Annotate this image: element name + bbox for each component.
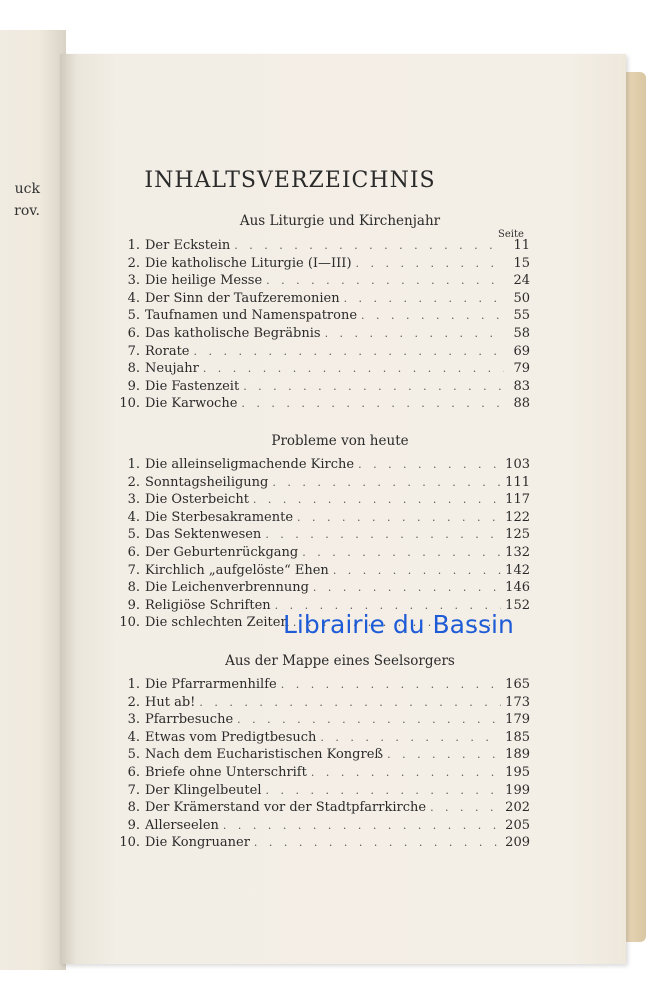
entry-number: 1. [127,677,140,692]
entry-title: Nach dem Eucharistischen Kongreß [145,747,384,763]
entry-title: Der Geburtenrückgang [145,544,299,560]
entry-page-number: 142 [505,562,530,578]
entry-number: 7. [127,562,140,578]
entry-page-number: 173 [505,694,530,710]
entry-page-number: 195 [505,764,530,780]
entry-page-number: 69 [513,343,530,359]
entry-number: 10. [119,396,140,412]
entry-number: 10. [119,835,140,851]
leader-dots [266,784,502,797]
entry-number: 3. [127,492,140,508]
leader-dots [254,836,501,849]
seite-label: Seite [498,229,524,240]
leader-dots [325,327,504,340]
entry-number: 6. [127,764,140,780]
entry-title: Neujahr [145,361,199,377]
leader-dots [361,309,504,322]
toc-entry [118,783,530,801]
entry-title: Allerseelen [145,817,219,833]
section-heading: Probleme von heute [271,433,409,449]
entry-number: 8. [127,580,140,596]
entry-page-number: 50 [513,290,530,306]
entry-number: 4. [127,509,140,525]
entry-title: Der Klingelbeutel [145,782,262,798]
leader-dots [266,274,504,287]
entry-title: Das katholische Begräbnis [145,325,321,341]
entry-number: 6. [127,544,140,560]
entry-number: 4. [127,729,140,745]
entry-page-number: 132 [505,544,530,560]
entry-title: Der Sinn der Taufzeremonien [145,290,340,306]
leader-dots [223,819,501,832]
toc-entry [118,475,530,493]
entry-page-number: 122 [505,509,530,525]
entry-number: 2. [127,255,140,271]
leader-dots [234,239,504,252]
entry-number: 4. [127,290,140,306]
entry-number: 7. [127,343,140,359]
toc-entry [118,396,530,414]
entry-title: Die Leichenverbrennung [145,580,309,596]
toc-entry [118,457,530,475]
toc-entry [118,344,530,362]
entry-page-number: 189 [505,747,530,763]
leader-dots [320,731,501,744]
entry-title: Die heilige Messe [145,273,263,289]
leader-dots [358,458,501,471]
entry-page-number: 58 [513,325,530,341]
leader-dots [281,678,501,691]
section-heading: Aus Liturgie und Kirchenjahr [239,213,441,229]
entry-title: Rorate [145,343,190,359]
entry-number: 2. [127,694,140,710]
toc-entry [118,800,530,818]
entry-page-number: 165 [505,677,530,692]
entry-number: 9. [127,378,140,394]
leader-dots [199,696,501,709]
entry-title: Etwas vom Predigtbesuch [145,729,317,745]
leader-dots [302,546,501,559]
section-heading: Aus der Mappe eines Seelsorgers [225,653,455,669]
entry-number: 3. [127,712,140,728]
toc-section [118,457,530,633]
entry-number: 1. [127,238,140,253]
entry-title: Die Karwoche [145,396,238,412]
leader-dots [272,476,501,489]
entry-number: 8. [127,800,140,816]
entry-page-number: 11 [513,238,530,253]
leader-dots [203,362,504,375]
toc-entry [118,238,530,256]
entry-title: Briefe ohne Unterschrift [145,764,307,780]
entry-page-number: 125 [505,527,530,543]
toc-entry [118,326,530,344]
leader-dots [387,748,501,761]
entry-page-number: 88 [513,396,530,412]
leader-dots [430,801,501,814]
toc-entry [118,492,530,510]
leader-dots [243,380,504,393]
toc-entry [118,747,530,765]
entry-title: Religiöse Schriften [145,597,271,613]
entry-title: Die Fastenzeit [145,378,240,394]
leader-dots [241,397,504,410]
watermark: Librairie du Bassin [283,610,514,639]
entry-number: 7. [127,782,140,798]
toc-entry [118,379,530,397]
leader-dots [344,292,504,305]
toc-entry [118,765,530,783]
page-title: INHALTSVERZEICHNIS [144,168,436,193]
toc-entry [118,256,530,274]
toc-entry [118,291,530,309]
entry-page-number: 185 [505,729,530,745]
toc-entry [118,695,530,713]
entry-number: 2. [127,474,140,490]
entry-title: Das Sektenwesen [145,527,262,543]
entry-page-number: 152 [505,597,530,613]
entry-title: Die alleinseligmachende Kirche [145,457,355,472]
toc-entry [118,580,530,598]
entry-number: 6. [127,325,140,341]
entry-page-number: 179 [505,712,530,728]
toc-entry [118,273,530,291]
entry-number: 9. [127,817,140,833]
entry-title: Kirchlich „aufgelöste“ Ehen [145,562,329,578]
leader-dots [313,581,501,594]
entry-page-number: 199 [505,782,530,798]
toc-entry [118,712,530,730]
entry-title: Die Kongruaner [145,835,250,851]
leader-dots [311,766,501,779]
toc-entry [118,510,530,528]
leader-dots [333,564,501,577]
entry-title: Die Sterbesakramente [145,509,294,525]
toc-entry [118,361,530,379]
entry-number: 8. [127,361,140,377]
entry-title: Hut ab! [145,694,196,710]
entry-page-number: 55 [513,308,530,324]
entry-page-number: 103 [505,457,530,472]
toc-section [118,677,530,853]
toc-entry [118,563,530,581]
entry-number: 5. [127,308,140,324]
toc-entry [118,818,530,836]
entry-number: 10. [119,615,140,631]
entry-number: 9. [127,597,140,613]
entry-page-number: 111 [505,474,530,490]
facing-page [0,30,66,970]
leader-dots [194,345,505,358]
entry-page-number: 117 [505,492,530,508]
entry-number: 3. [127,273,140,289]
leader-dots [253,493,501,506]
entry-page-number: 205 [505,817,530,833]
entry-title: Sonntagsheiligung [145,474,269,490]
toc-entry [118,545,530,563]
entry-title: Taufnamen und Namenspatrone [145,308,358,324]
entry-title: Die katholische Liturgie (I—III) [145,255,352,271]
entry-title: Die Osterbeicht [145,492,249,508]
entry-page-number: 83 [513,378,530,394]
entry-title: Die Pfarrarmenhilfe [145,677,277,692]
entry-page-number: 202 [505,800,530,816]
facing-page-text: uck rov. [14,181,40,219]
entry-title: Der Eckstein [145,238,231,253]
entry-number: 1. [127,457,140,472]
toc-section [118,238,530,414]
entry-title: Der Krämerstand vor der Stadtpfarrkirche [145,800,427,816]
toc-entry [118,730,530,748]
toc-entry [118,835,530,853]
entry-title: Pfarrbesuche [145,712,234,728]
entry-page-number: 15 [513,255,530,271]
leader-dots [237,713,501,726]
entry-number: 5. [127,747,140,763]
entry-page-number: 79 [513,361,530,377]
entry-number: 5. [127,527,140,543]
toc-entry [118,527,530,545]
leader-dots [297,511,501,524]
toc-entry [118,677,530,695]
entry-page-number: 209 [505,835,530,851]
entry-page-number: 24 [513,273,530,289]
entry-title: Die schlechten Zeiten [145,615,289,631]
toc-entry [118,308,530,326]
leader-dots [265,528,501,541]
leader-dots [356,257,504,270]
entry-page-number: 146 [505,580,530,596]
